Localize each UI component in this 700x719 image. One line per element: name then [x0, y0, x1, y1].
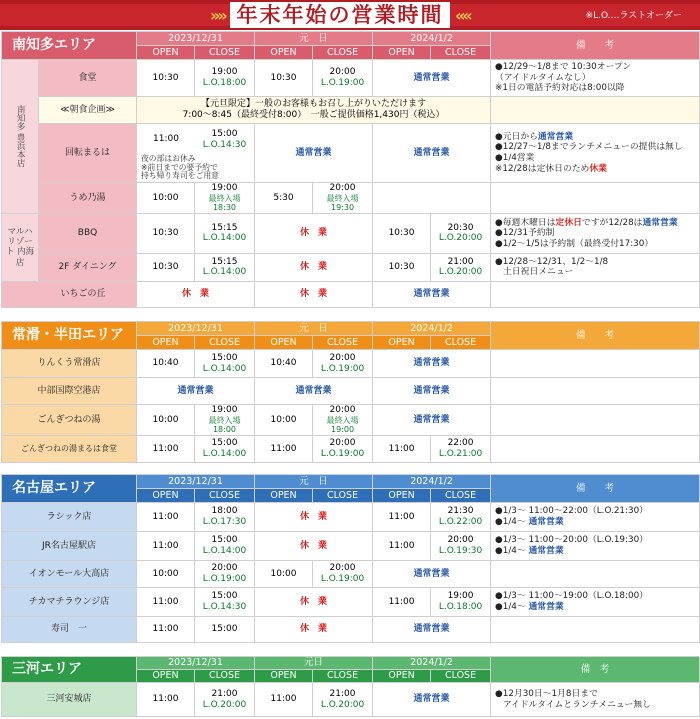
table-row: ごんぎつねの湯 10:00 19:00 最終入場18:00 10:00 20:00 最終入場19:00 通常営業 — [2, 405, 700, 436]
table-row — [2, 281, 700, 307]
open-header: OPEN — [137, 46, 195, 60]
page-title: 年末年始の営業時間 — [230, 2, 450, 28]
table-row — [2, 97, 700, 124]
remarks-header: 備 考 — [491, 657, 700, 683]
section-tokoname: 常滑・半田エリア 2023/12/31 元 日 2024/1/2 備 考 OPEN CLOSE OPEN CLOSE OPEN CLOSE りんくう常滑店 10:40 15:00 L.O.14:00 10:40 20:00 L.O.19:00 通常営業 中部国際空港店 通常営業 通常営業 通常営業 ごんぎつねの湯 10:00 19:00 最終入場18:00 10:00 20:00 最終入場19:00 通常営業 ごんぎつねの湯まるは食堂 11:00 15:00 L.O.14:00 11:00 20:00 L.O.19:00 11:00 22:00 L.O.21:00 — [0, 321, 700, 463]
store-name: いちごの丘 — [2, 281, 137, 307]
close-header: CLOSE — [431, 46, 491, 60]
section-mikawa: 三河エリア 2023/12/31 元日 2024/1/2 備 考 OPEN CLOSE OPEN CLOSE OPEN CLOSE 三河安城店 11:00 21:00 L.O.20:00 11:00 21:00 L.O.20:00 通常営業 ●12月30日～1月8日まで アイドルタイムとランチメニュー無し — [0, 656, 700, 717]
last-order: L.O.19:00 — [320, 78, 365, 88]
table-row: 中部国際空港店 通常営業 通常営業 通常営業 — [2, 378, 700, 405]
area-title: 名古屋エリア — [2, 475, 137, 503]
store-name: 2F ダイニング — [39, 253, 137, 281]
time-cell: 11:00 15:00 L.O.14:30 夜の部はお休み ※前日までの要予約で 持ち帰り寿司をご用意 — [137, 124, 255, 183]
closed-label: 休 業 — [255, 213, 373, 253]
store-name: うめ乃湯 — [39, 183, 137, 214]
remarks: ●12/29～1/8まで 10:30オープン （アイドルタイムなし） ※1日の電話予約対応は8:00以降 — [491, 60, 700, 97]
store-name: りんくう常滑店 — [2, 350, 137, 378]
area-title: 常滑・半田エリア — [2, 322, 137, 350]
section-minamichita — [0, 31, 700, 308]
regular-hours: 通常営業 — [373, 281, 491, 307]
area-title: 三河エリア — [2, 657, 137, 683]
remarks: ●元日から通常営業 ●12/27～1/8までランチメニューの提供は無し ●1/4営業 ※12/28は定休日のため休業 — [491, 124, 700, 183]
store-name: ラシック店 — [2, 503, 137, 532]
open-time: 10:30 — [137, 60, 195, 97]
closed-label: 休 業 — [137, 281, 255, 307]
table-row — [2, 124, 700, 183]
store-group: マルハ リゾート 内海店 — [2, 213, 39, 281]
store-group: 南知多 豊浜本店 — [2, 60, 39, 214]
open-header: OPEN — [373, 46, 431, 60]
area-title: 南知多エリア — [2, 32, 137, 60]
closed-label: 休 業 — [255, 281, 373, 307]
open-time: 10:30 — [255, 60, 313, 97]
page-header — [0, 0, 700, 30]
store-name: 回転まるは — [39, 124, 137, 183]
store-name: イオンモール大高店 — [2, 561, 137, 588]
table-row: チカマチラウンジ店 11:00 15:00 L.O.14:30 休 業 11:00 19:00 L.O.18:00 ●1/3～ 11:00～19:00（L.O.18:00） ●1/4～ 通常営業 — [2, 588, 700, 617]
table-row: 2F ダイニング 10:30 15:15 L.O.14:00 休 業 10:30 21:00 L.O.20:00 ●12/28～12/31、1/2～1/8 土日祝日メニュー — [2, 253, 700, 281]
store-name: 三河安城店 — [2, 683, 137, 717]
table-row: うめ乃湯 10:00 19:00 最終入場18:30 5:30 20:00 最終入場19:30 — [2, 183, 700, 214]
store-name: ごんぎつねの湯 — [2, 405, 137, 436]
close-time: 19:00 — [211, 67, 238, 78]
date-header: 元 日 — [255, 32, 373, 46]
last-order: L.O.18:00 — [202, 78, 247, 88]
close-header: CLOSE — [195, 46, 255, 60]
chevron-left-icon: »» — [210, 6, 225, 25]
remarks-header: 備 考 — [491, 322, 700, 350]
table-row: ラシック店 11:00 18:00 L.O.17:30 休 業 11:00 21:30 L.O.22:00 ●1/3～ 11:00～22:00（L.O.21:30） ●1/4～ 通常営業 — [2, 503, 700, 532]
store-name: ≪朝食企画≫ — [39, 97, 137, 124]
table-row: JR名古屋駅店 11:00 15:00 L.O.14:00 休 業 11:00 20:00 L.O.19:30 ●1/3～ 11:00～20:00（L.O.19:30） ●1/4～ 通常営業 — [2, 532, 700, 561]
table-row: 三河安城店 11:00 21:00 L.O.20:00 11:00 21:00 L.O.20:00 通常営業 ●12月30日～1月8日まで アイドルタイムとランチメニュー無し — [2, 683, 700, 717]
table-row: ごんぎつねの湯まるは食堂 11:00 15:00 L.O.14:00 11:00 20:00 L.O.19:00 11:00 22:00 L.O.21:00 — [2, 435, 700, 462]
table-row: 寿司 一 11:00 15:00 休 業 通常営業 — [2, 617, 700, 643]
remarks-header: 備 考 — [491, 32, 700, 60]
close-header: CLOSE — [313, 46, 373, 60]
lo-note: ※L.O.…ラストオーダー — [585, 11, 682, 21]
store-name: BBQ — [39, 213, 137, 253]
closed-label: 休 業 — [255, 253, 373, 281]
date-header: 2023/12/31 — [137, 32, 255, 46]
section-nagoya: 名古屋エリア 2023/12/31 元 日 2024/1/2 備 考 OPEN CLOSE OPEN CLOSE OPEN CLOSE ラシック店 11:00 18:00 L.O.17:30 休 業 11:00 21:30 L.O.22:00 ●1/3～ 11:00～22:00（L.O.21:30） ●1/4～ 通常営業 JR名古屋駅店 11:00 15:00 L.O.14:00 休 業 11:00 20:00 L.O.19:30 ●1/3～ 11:00～20:00（L.O.19:30） ●1/4～ 通常営業 イオンモール大高店 10:00 20:00 L.O.19:00 10:00 20:00 L.O.19:00 通常営業 チカマチラウンジ店 11:00 15:00 L.O.14:30 休 業 11:00 19:00 L.O.18:00 ●1/3～ 11:00～19:00（L.O.18:00） ●1/4～ 通常営業 寿司 一 11:00 15:00 休 業 通常営業 — [0, 474, 700, 643]
table-row: マルハ リゾート 内海店 BBQ 10:30 15:15 L.O.14:00 休 業 10:30 20:30 L.O.20:00 ●毎週木曜日は定休日ですが12/28は通常営業 ●12/31予約制 ●1/2～1/5は予約制（最終受付17:30） — [2, 213, 700, 253]
table-row — [2, 60, 700, 97]
date-header: 2024/1/2 — [373, 32, 491, 46]
open-time: 5:30 — [255, 183, 313, 214]
remarks: ●毎週木曜日は定休日ですが12/28は通常営業 ●12/31予約制 ●1/2～1/5は予約制（最終受付17:30） — [491, 213, 700, 253]
regular-hours: 通常営業 — [373, 60, 491, 97]
store-name: 寿司 一 — [2, 617, 137, 643]
close-time: 20:00 — [329, 67, 356, 78]
remarks: ●12/28～12/31、1/2～1/8 土日祝日メニュー — [491, 253, 700, 281]
open-time: 10:00 — [137, 183, 195, 214]
open-header: OPEN — [255, 46, 313, 60]
chevron-right-icon: «« — [455, 6, 470, 25]
remarks-header: 備 考 — [491, 475, 700, 503]
store-name: チカマチラウンジ店 — [2, 588, 137, 617]
regular-hours: 通常営業 — [373, 124, 491, 183]
store-name: 中部国際空港店 — [2, 378, 137, 405]
store-name: JR名古屋駅店 — [2, 532, 137, 561]
table-row: りんくう常滑店 10:40 15:00 L.O.14:00 10:40 20:00 L.O.19:00 通常営業 — [2, 350, 700, 378]
breakfast-info: 【元旦限定】一般のお客様もお召し上がりいただけます 7:00～8:45（最終受付8:00） 一般ご提供価格1,430円（税込） — [137, 97, 491, 124]
store-name: 食堂 — [39, 60, 137, 97]
table-row: イオンモール大高店 10:00 20:00 L.O.19:00 10:00 20:00 L.O.19:00 通常営業 — [2, 561, 700, 588]
store-name: ごんぎつねの湯まるは食堂 — [2, 435, 137, 462]
regular-hours: 通常営業 — [255, 124, 373, 183]
